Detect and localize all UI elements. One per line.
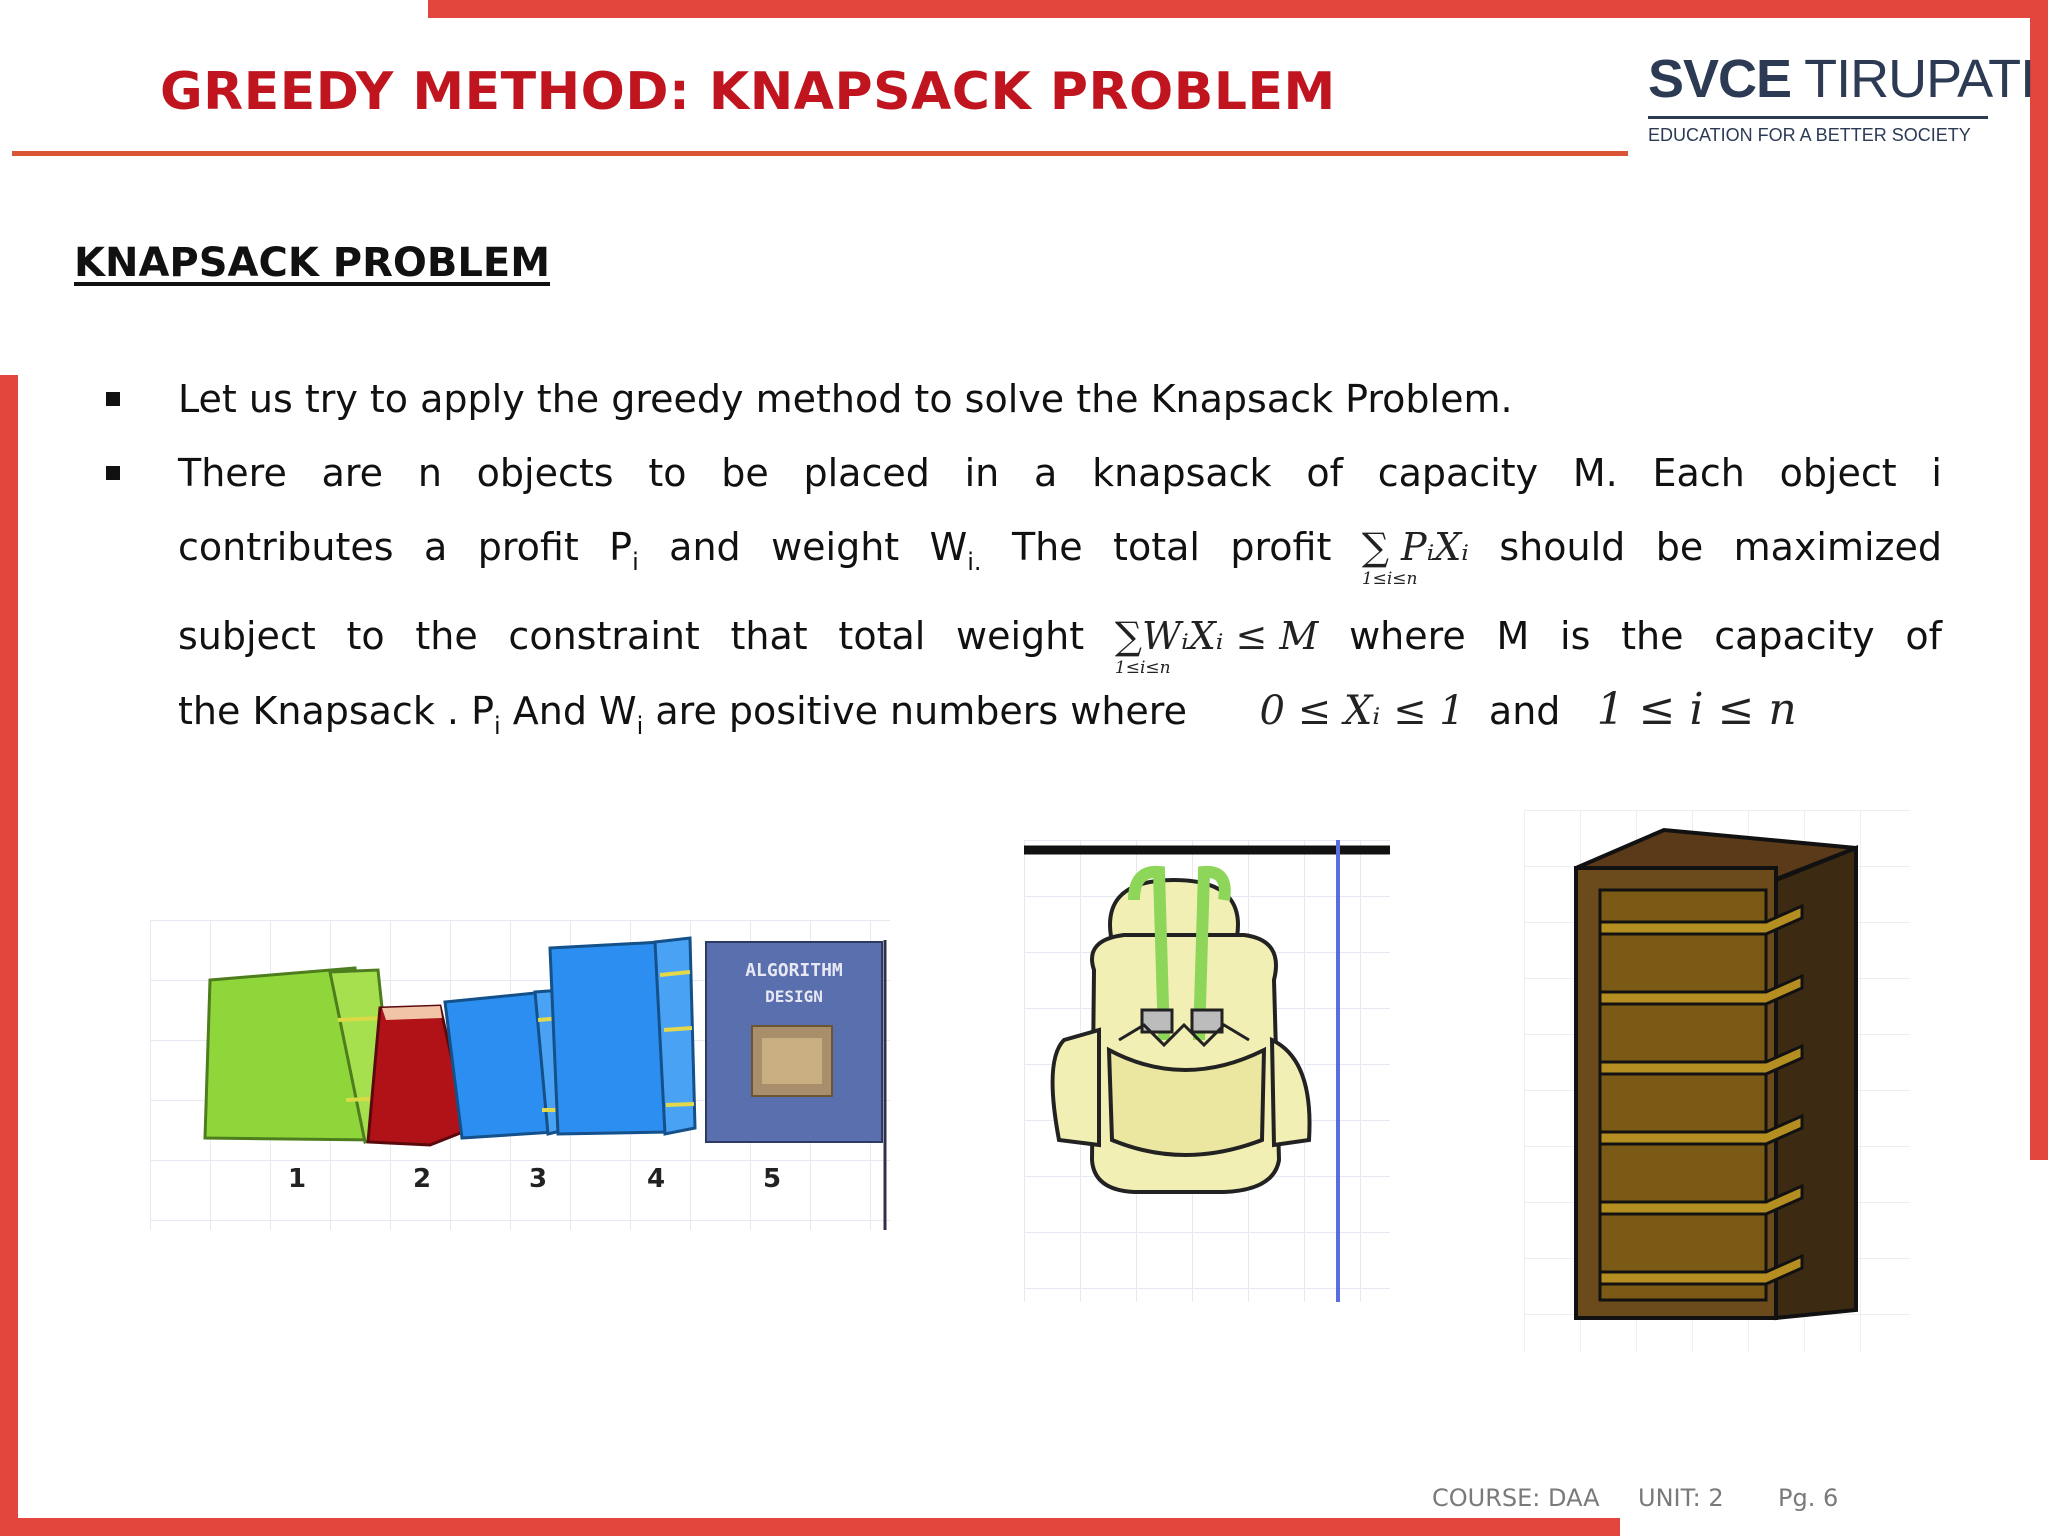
logo-divider [1648,116,1988,119]
profit-sum-formula: ∑ PᵢXᵢ 1≤i≤n [1361,525,1469,589]
bullet-item-1: Let us try to apply the greedy method to solve the Knapsack Problem. [100,362,1942,436]
logo-tagline: EDUCATION FOR A BETTER SOCIETY [1648,125,1971,145]
footer-course: COURSE: DAA [1432,1484,1600,1512]
book-number-5: 5 [762,1164,782,1194]
x-range-formula: 0 ≤ Xᵢ ≤ 1 [1259,688,1465,734]
bullet-2-line-2: contributes a profit $P_i$ and weight $W_{i.}$ The total profit ∑ PᵢXᵢ 1≤i≤n should be maximized [178,510,1942,599]
i-range-formula: 1 ≤ i ≤ n [1596,684,1797,735]
bullet-2-line-1: There are n objects to be placed in a knapsack of capacity M. Each object i [178,451,1942,495]
right-accent-bar [2030,0,2048,1160]
book-number-2: 2 [412,1164,432,1194]
bullet-2-line-4: the Knapsack . $P_i$ And $W_i$ are positive numbers where 0 ≤ Xᵢ ≤ 1 and 1 ≤ i ≤ n [178,673,1942,763]
logo-wordmark: SVCE TIRUPATI [1648,49,2035,109]
backpack-illustration [1024,840,1390,1302]
book-number-4: 4 [646,1164,666,1194]
books-illustration [150,920,890,1240]
book-1-icon [205,968,395,1142]
bottom-accent-bar [0,1518,1620,1536]
bookshelf-icon [1576,830,1856,1320]
book-5-icon [706,942,882,1142]
slide-title: GREEDY METHOD: KNAPSACK PROBLEM [160,62,1336,122]
weight-constraint-formula: ∑WᵢXᵢ ≤ M 1≤i≤n [1114,614,1319,678]
book-5-cover-title: ALGORITHM [745,960,843,981]
book-number-1: 1 [287,1164,307,1194]
svg-text:DESIGN: DESIGN [765,987,823,1006]
footer-page-number: Pg. 6 [1778,1484,1839,1512]
title-underline [12,151,1628,156]
book-4-icon [550,938,695,1134]
bookshelf-illustration [1524,810,1910,1352]
footer-unit: UNIT: 2 [1638,1484,1724,1512]
bullet-2-line-3: subject to the constraint that total weight ∑WᵢXᵢ ≤ M 1≤i≤n where M is the capacity of [178,599,1942,673]
top-accent-bar [428,0,2048,18]
bullet-square-icon [106,392,120,406]
bullet-list [100,362,1942,763]
bullet-square-icon [106,466,120,480]
section-heading: KNAPSACK PROBLEM [74,240,551,286]
book-3-icon [445,990,565,1138]
bullet-item-2 [100,436,1942,763]
svce-logo [1648,48,2035,146]
book-number-3: 3 [528,1164,548,1194]
left-accent-bar [0,375,18,1536]
